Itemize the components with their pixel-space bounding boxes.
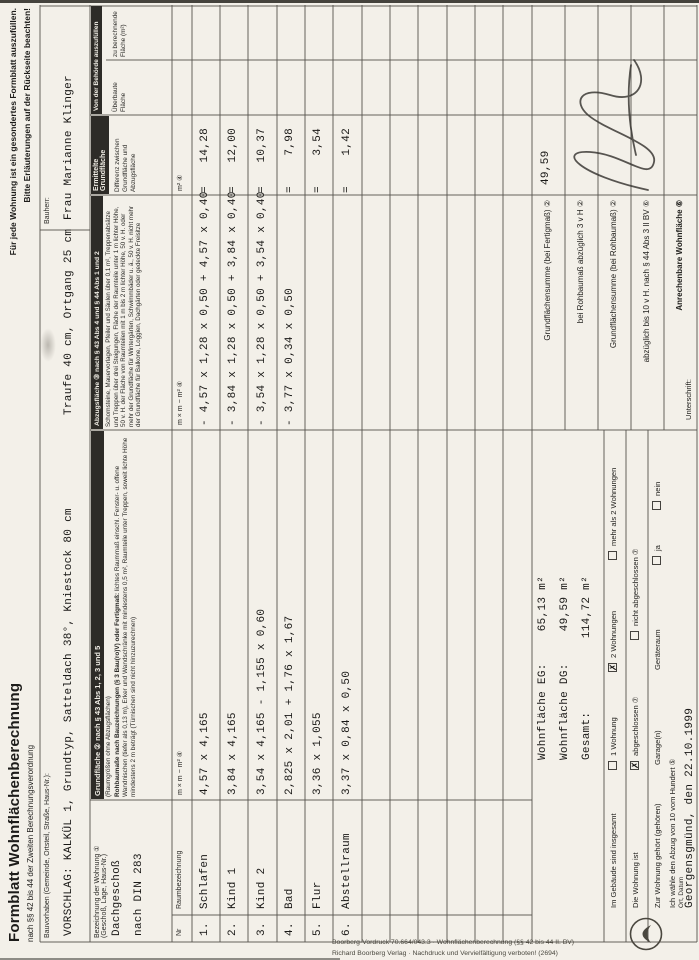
- row-ergebnis: 10,37: [256, 128, 268, 163]
- option-ja: ja: [653, 545, 662, 551]
- summe-label-anrechenbar: Anrechenbare Wohnfläche ⑥: [675, 200, 684, 311]
- page-subtitle: nach §§ 42 bis 44 der Zweiten Berechnungsverordnung: [26, 744, 35, 942]
- bauherr-label: Bauherr:: [44, 197, 51, 224]
- behoerde-col2: zu berechnende Fläche (m²): [112, 11, 127, 57]
- wohnung-value-2: nach DIN 283: [133, 853, 145, 936]
- imprint-line-2: Richard Boorberg Verlag · Nachdruck und Vervielfältigung verboten! (2694): [332, 949, 558, 957]
- gebaeude-label: Im Gebäude sind insgesamt: [609, 813, 618, 908]
- checkbox-2-wohnungen: ✗: [608, 663, 618, 671]
- row-equals: =: [284, 186, 296, 193]
- row-ergebnis: 3,54: [312, 128, 324, 156]
- flaeche-line-dg: [560, 576, 572, 760]
- summe-label-rohbau-abzug: bei Rohbaumaß abzüglich 3 v H ②: [576, 200, 585, 324]
- row-raum: Schlafen: [199, 853, 211, 909]
- option-nein: nein: [653, 481, 662, 496]
- summe-label-fertigmass: Grundflächensumme (bei Fertigmaß) ②: [543, 200, 552, 341]
- bauvorhaben-value-right: Traufe 40 cm, Ortgang 25 cm: [63, 228, 75, 415]
- option-abgeschlossen: abgeschlossen ⑦: [631, 696, 640, 756]
- notice-line-1: Für jede Wohnung ist ein gesondertes Formblatt auszufüllen.: [8, 8, 18, 256]
- grundflaeche-header-2: (Raumgrößen ohne Abzugsflächen): [105, 696, 112, 797]
- row-nr: 3.: [256, 922, 268, 936]
- flaeche-line-gesamt: [582, 576, 594, 760]
- row-raum: Abstellraum: [341, 833, 353, 909]
- summe-label-rohbaumass: Grundflächensumme (bei Rohbaumaß) ②: [609, 200, 618, 349]
- signature-scribble: [538, 35, 673, 210]
- row-grundflaeche: 3,84 x 4,165: [227, 712, 239, 795]
- row-grundflaeche: 4,57 x 4,165: [199, 712, 211, 795]
- row-raum: Kind 2: [256, 867, 268, 909]
- row-equals: =: [199, 186, 211, 193]
- grundflaeche-note: [114, 437, 169, 797]
- scan-edge-top: [0, 0, 699, 3]
- behoerde-header: Von der Behörde auszufüllen: [91, 6, 102, 114]
- summe-value-fertigmass: 49,59: [540, 150, 552, 185]
- checkbox-nein: [652, 501, 661, 510]
- checkbox-nicht-abgeschlossen: [630, 631, 639, 640]
- row-grundflaeche: 2,825 x 2,01 + 1,76 x 1,67: [284, 615, 296, 795]
- row-ergebnis: 14,28: [199, 128, 211, 163]
- behoerde-col1: Überbaute Fläche: [112, 82, 127, 112]
- abzugsflaeche-header: Abzugsfläche ③ nach § 43 Abs 4 und § 44 Abs 1 und 2: [91, 196, 103, 429]
- flaeche-line-eg: [538, 576, 550, 760]
- unterschrift-label: Unterschrift:: [684, 379, 693, 420]
- abzugsflaeche-note: Schornsteine, Mauervorlagen, Pfeiler und Säulen über 0,1 m², Treppenabsätze und Treppen über drei Steigungen, Fläche der Raumteile unter 1 m lichter Höhe, 50 v. H. der Fläche von Raumteilen mit 1 m bis 2 m lichter Höhe, 50 v. H. oder mehr der Grundfläche für Wintergärten, Schwimmbäder u. ä., 50 v. H. nicht mehr der Grundfläche für Balkone, Loggien, Dachgärten oder gedeckte Freisitze: [105, 205, 143, 427]
- row-nr: 5.: [312, 922, 324, 936]
- row-raum: Kind 1: [227, 867, 239, 909]
- checkbox-ja: [652, 556, 661, 565]
- flaeche-label: Wohnfläche EG:: [537, 663, 549, 760]
- flaeche-value: 65,13 m²: [537, 576, 549, 632]
- row-ergebnis: 12,00: [227, 128, 239, 163]
- checkbox-mehr-wohnungen: [608, 551, 617, 560]
- row-grundflaeche: 3,54 x 4,165 - 1,155 x 0,60: [256, 608, 268, 795]
- wohnung-value-1: Dachgeschoß: [111, 860, 123, 936]
- option-nicht-abgeschlossen: nicht abgeschlossen ⑦: [631, 548, 640, 626]
- ermittelt-note: Differenz zwischen Grundfläche und Abzugsfläche: [114, 138, 137, 192]
- notice-line-2: Bitte Erläuterungen auf der Rückseite beachten!: [22, 8, 33, 203]
- scan-smudge: [40, 328, 56, 362]
- col-header-raum: Raumbezeichnung: [176, 850, 183, 909]
- form-notice: [6, 8, 35, 360]
- gehoert-label: Zur Wohnung gehört (gehören): [653, 803, 662, 908]
- imprint: [332, 938, 574, 959]
- row-abzugsflaeche: - 3,84 x 1,28 x 0,50 + 3,84 x 0,40: [227, 191, 239, 426]
- bauvorhaben-label: Bauvorhaben (Gemeinde, Ortsteil, Straße, Haus-Nr.):: [44, 773, 51, 938]
- row-nr: 2.: [227, 922, 239, 936]
- row-equals: =: [312, 186, 324, 193]
- row-grundflaeche: 3,36 x 1,055: [312, 712, 324, 795]
- bauvorhaben-value: VORSCHLAG: KALKÜL 1, Grundtyp, Satteldach 38°, Kniestock 80 cm: [63, 508, 75, 936]
- checkbox-1-wohnung: [608, 761, 617, 770]
- row-nr: 1.: [199, 922, 211, 936]
- ermittelt-header: Ermittelte Grundfläche: [91, 116, 109, 194]
- flaeche-value: 114,72 m²: [581, 576, 593, 639]
- row-raum: Flur: [312, 881, 324, 909]
- boorberg-logo-icon: [628, 916, 664, 952]
- ort-datum-label: Ort, Datum: [678, 876, 685, 908]
- grundflaeche-header: Grundfläche ② nach § 43 Abs 1, 2, 3 und 5: [91, 431, 104, 799]
- row-equals: =: [341, 186, 353, 193]
- row-ergebnis: 1,42: [341, 128, 353, 156]
- ort-datum-value: Georgensgmünd, den 22.10.1999: [684, 707, 696, 908]
- wohnung-ist-label: Die Wohnung ist: [631, 852, 640, 908]
- col-header-mm-abzug: m × m − m² ④: [177, 381, 184, 425]
- col-header-nr: Nr: [176, 928, 183, 936]
- option-1-wohnung: 1 Wohnung: [609, 717, 618, 756]
- row-nr: 6.: [341, 922, 353, 936]
- ermittelt-unit: m² ④: [177, 174, 184, 191]
- flaeche-label: Gesamt:: [581, 711, 593, 760]
- page-title: Formblatt Wohnflächenberechnung: [6, 682, 23, 942]
- option-2-wohnungen: 2 Wohnungen: [609, 610, 618, 658]
- row-abzugsflaeche: - 4,57 x 1,28 x 0,50 + 4,57 x 0,40: [199, 191, 211, 426]
- item-geraeteraum: Geräteraum: [653, 629, 662, 670]
- row-ergebnis: 7,98: [284, 128, 296, 156]
- row-grundflaeche: 3,37 x 0,84 x 0,50: [341, 670, 353, 795]
- col-header-mm-grund: m × m − m² ④: [177, 751, 184, 795]
- wohnung-label-1: Bezeichnung der Wohnung ①: [94, 845, 101, 938]
- flaeche-label: Wohnfläche DG:: [559, 663, 571, 760]
- row-abzugsflaeche: - 3,54 x 1,28 x 0,50 + 3,54 x 0,40: [256, 191, 268, 426]
- grundflaeche-note-rest: lichtes Raummaß einschl. Fenster- u. offene Wandnischen (tiefer als 0,13 m), Erker und Wandschränke mit mindestens 0,5 m², Raumteile unter Treppen, soweit lichte Höhe mindestens 2 m beträgt (Türnischen sind nicht hinzuzurechnen): [114, 437, 137, 797]
- row-equals: =: [256, 186, 268, 193]
- abzug-10vh-text: Ich wähle den Abzug von 10 vom Hundert ⑤: [668, 758, 677, 908]
- checkbox-abgeschlossen: ✗: [630, 761, 640, 769]
- row-raum: Bad: [284, 888, 296, 909]
- summe-label-abzug-10vh: abzüglich bis 10 v H. nach § 44 Abs 3 II BV ⑥: [642, 200, 651, 363]
- flaeche-value: 49,59 m²: [559, 576, 571, 632]
- imprint-line-1: Boorberg-Vordruck 70.664/043.3 · Wohnflächenberechnung (§§ 42 bis 44 II. BV): [332, 939, 575, 946]
- row-abzugsflaeche: - 3,77 x 0,34 x 0,50: [284, 287, 296, 426]
- item-garage: Garage(n): [653, 730, 662, 765]
- wohnung-label-2: (Geschoß, Lage, Haus-Nr.): [101, 853, 108, 938]
- option-mehr-wohnungen: mehr als 2 Wohnungen: [609, 467, 618, 546]
- bauherr-value: Frau Marianne Klinger: [63, 75, 75, 220]
- grundflaeche-note-bold: Rohbaumaße nach Bauzeichnungen (§ 3 Bau(ro)V) oder Fertigmaß:: [114, 592, 121, 797]
- row-equals: =: [227, 186, 239, 193]
- row-nr: 4.: [284, 922, 296, 936]
